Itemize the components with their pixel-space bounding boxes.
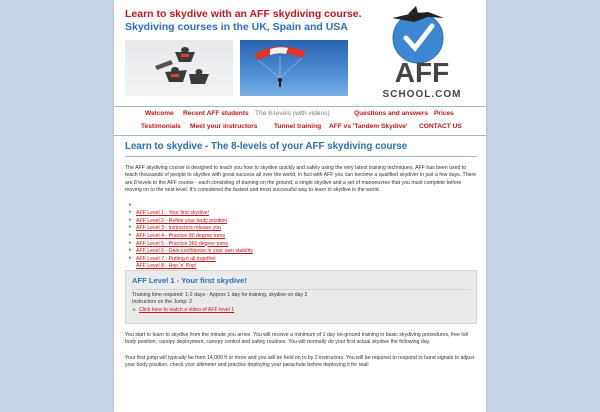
nav-row-2 (114, 122, 486, 134)
list-item (128, 201, 477, 217)
page-title: Learn to skydive - The 8-levels of your AFF skydiving course (125, 141, 408, 152)
nav-link-recent-students[interactable]: Recent AFF students (183, 110, 249, 117)
page-container (114, 0, 486, 412)
arrow-bullet-icon: ► (128, 254, 133, 261)
list-item (128, 224, 477, 239)
nav-link-instructors[interactable]: Meet your instructors (190, 123, 258, 130)
nav-link-aff-vs-tandem[interactable]: AFF vs 'Tandem Skydive' (329, 123, 408, 130)
tagline-line-1: Learn to skydive with an AFF skydiving course. (125, 8, 362, 20)
level-8-link[interactable]: AFF Level 8 - Hop 'n' Pop! (136, 263, 197, 270)
list-item (128, 247, 477, 262)
arrow-bullet-icon: ► (128, 224, 133, 231)
arrow-bullet-icon: ► (128, 216, 133, 223)
level-1-video-link[interactable]: Click here to watch a video of AFF level 1 (138, 306, 235, 313)
level-6-link[interactable]: AFF Level 6 - Gain confidence in your own stability (136, 248, 253, 255)
arrow-bullet-icon: ► (128, 201, 133, 208)
arrow-bullet-icon: ► (128, 239, 133, 246)
main-content (125, 140, 477, 369)
level-1-info-box (125, 270, 477, 324)
intro-paragraph: The AFF skydiving course is designed to teach you how to skydive quickly and safely using the very latest training techniques. AFF has been used to teach thousands of people to skydive with great success all over the world, in fact with AFF you can become a qualified skydiver in just a few days. There are 8 levels to the AFF course - each consisting of training on the ground, a single skydive and a set of manoeuvres that you must complete before moving on to the next level. It's considered the fastest and most successful way to learn to skydive in the world. (125, 165, 477, 193)
site-header (114, 0, 486, 104)
arrow-bullet-icon: ► (128, 247, 133, 254)
tagline-line-2: Skydiving courses in the UK, Spain and USA (125, 21, 348, 33)
site-tagline (125, 8, 375, 34)
nav-link-prices[interactable]: Prices (434, 110, 454, 117)
nav-link-tunnel-training[interactable]: Tunnel training (274, 123, 322, 130)
nav-link-8-levels[interactable]: The 8-levels (with videos) (255, 110, 330, 117)
training-time-text: Training time required: 1-2 days - Approx 1 day for training, skydive on day 2 (132, 291, 308, 298)
nav-link-contact[interactable]: CONTACT US (419, 123, 462, 130)
first-jump-paragraph: Your first jump will typically be from 14,000 ft or more and you will be held on to by 2 instructors. You will be required to respond to hand signals to adjust your body position, check your altimeter and practice deploying your parachute before deploying it for real! (125, 354, 475, 368)
levels-list (128, 201, 477, 270)
list-item (128, 254, 477, 270)
title-divider (125, 156, 477, 157)
level-5-link[interactable]: AFF Level 5 - Practice 360 degree turns (136, 240, 228, 247)
nav-link-welcome[interactable]: Welcome (145, 110, 174, 117)
skydivers-formation-photo (125, 40, 233, 96)
level-3-link[interactable]: AFF Level 3 - Instructors release you (136, 225, 222, 232)
level-2-link[interactable]: AFF Level 2 - Refine your body position (136, 217, 228, 224)
training-paragraph: You start to learn to skydive from the minute you arrive. You will receive a minimum of 1 day on-ground training in basic skydiving procedures, free fall body position, canopy deployment, canopy control and safety routines. You will normally do your first actual skydive the following day. (125, 331, 468, 346)
video-link-row (132, 307, 234, 314)
list-item (128, 239, 477, 255)
level-1-details (132, 292, 307, 306)
parachute-canopy-photo (240, 40, 348, 96)
svg-text:AFF: AFF (394, 57, 450, 88)
list-item (128, 216, 477, 232)
arrow-bullet-icon: ► (132, 306, 137, 313)
arrow-bullet-icon: ► (128, 209, 133, 216)
nav-row-1 (114, 109, 486, 121)
nav-link-questions[interactable]: Questions and answers (354, 110, 429, 117)
arrow-bullet-icon: ► (128, 232, 133, 239)
level-7-link[interactable]: AFF Level 7 - Putting it all together (136, 255, 216, 262)
level-1-title: AFF Level 1 - Your first skydive! (132, 275, 247, 285)
level-4-link[interactable]: AFF Level 4 - Practice 90 degree turns (136, 232, 226, 239)
instructors-count-text: Instructors on the Jump: 2 (132, 299, 192, 306)
nav-link-testimonials[interactable]: Testimonials (141, 123, 181, 130)
box-divider (132, 289, 470, 290)
list-item (128, 209, 477, 224)
aff-school-logo[interactable] (362, 4, 484, 102)
main-navigation (114, 106, 486, 136)
level-1-link[interactable]: AFF Level 1 - Your first skydive! (136, 210, 209, 217)
list-item (128, 232, 477, 247)
svg-text:SCHOOL.COM: SCHOOL.COM (382, 89, 462, 100)
